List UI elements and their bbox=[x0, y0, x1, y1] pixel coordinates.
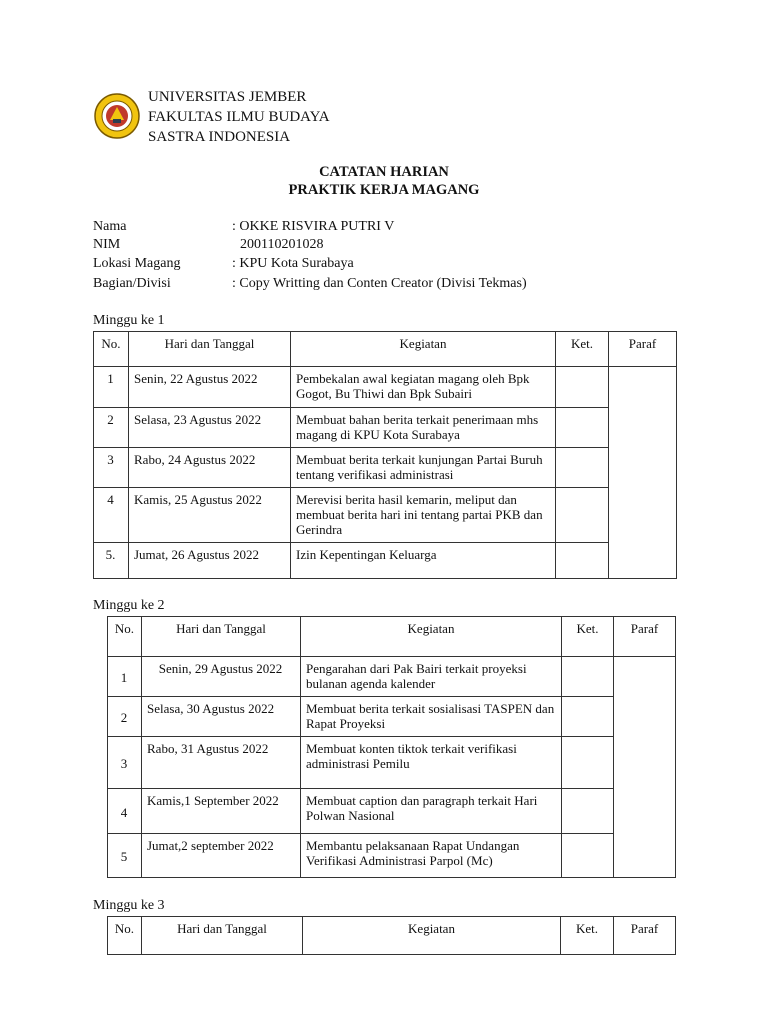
week3-label: Minggu ke 3 bbox=[93, 898, 165, 913]
row-ket bbox=[562, 657, 614, 697]
row-activity: Membuat bahan berita terkait penerimaan mhs magang di KPU Kota Surabaya bbox=[291, 408, 556, 448]
header-date: Hari dan Tanggal bbox=[129, 332, 291, 367]
header-paraf: Paraf bbox=[614, 917, 676, 955]
header-ket: Ket. bbox=[561, 917, 614, 955]
row-activity: Membuat konten tiktok terkait verifikasi administrasi Pemilu bbox=[301, 737, 562, 789]
row-activity: Pembekalan awal kegiatan magang oleh Bpk Gogot, Bu Thiwi dan Bpk Subairi bbox=[291, 367, 556, 408]
nim-label: NIM bbox=[93, 237, 121, 252]
table-row bbox=[108, 789, 676, 834]
row-no: 2 bbox=[108, 697, 142, 737]
row-no: 4 bbox=[108, 789, 142, 834]
department-name: SASTRA INDONESIA bbox=[148, 129, 291, 145]
row-ket bbox=[562, 789, 614, 834]
faculty-name: FAKULTAS ILMU BUDAYA bbox=[148, 109, 330, 125]
row-date: Jumat,2 september 2022 bbox=[142, 834, 301, 878]
week1-table bbox=[93, 331, 677, 579]
row-ket bbox=[556, 488, 609, 543]
paraf-cell bbox=[609, 367, 677, 579]
nim-value: 200110201028 bbox=[240, 237, 324, 252]
doc-title: CATATAN HARIAN bbox=[319, 164, 449, 180]
header-activity: Kegiatan bbox=[303, 917, 561, 955]
row-date: Kamis,1 September 2022 bbox=[142, 789, 301, 834]
row-ket bbox=[562, 737, 614, 789]
doc-subtitle: PRAKTIK KERJA MAGANG bbox=[288, 182, 480, 198]
row-no: 3 bbox=[94, 448, 129, 488]
row-ket bbox=[556, 367, 609, 408]
row-no: 1 bbox=[108, 657, 142, 697]
header-activity: Kegiatan bbox=[291, 332, 556, 367]
university-logo-icon bbox=[93, 92, 141, 140]
week1-label: Minggu ke 1 bbox=[93, 313, 165, 328]
lokasi-value: : KPU Kota Surabaya bbox=[232, 256, 354, 271]
header-paraf: Paraf bbox=[614, 617, 676, 657]
row-activity: Pengarahan dari Pak Bairi terkait proyeksi bulanan agenda kalender bbox=[301, 657, 562, 697]
table-row bbox=[108, 657, 676, 697]
header-no: No. bbox=[108, 617, 142, 657]
row-activity: Membuat berita terkait sosialisasi TASPEN dan Rapat Proyeksi bbox=[301, 697, 562, 737]
row-date: Jumat, 26 Agustus 2022 bbox=[129, 543, 291, 579]
row-date: Rabo, 31 Agustus 2022 bbox=[142, 737, 301, 789]
table-row bbox=[94, 367, 677, 408]
header-no: No. bbox=[94, 332, 129, 367]
table-row bbox=[108, 834, 676, 878]
header-ket: Ket. bbox=[556, 332, 609, 367]
header-no: No. bbox=[108, 917, 142, 955]
row-date: Senin, 29 Agustus 2022 bbox=[142, 657, 301, 697]
bagian-value: : Copy Writting dan Conten Creator (Divisi Tekmas) bbox=[232, 276, 527, 291]
week2-label: Minggu ke 2 bbox=[93, 598, 165, 613]
row-date: Rabo, 24 Agustus 2022 bbox=[129, 448, 291, 488]
row-ket bbox=[556, 543, 609, 579]
row-activity: Membuat berita terkait kunjungan Partai Buruh tentang verifikasi administrasi bbox=[291, 448, 556, 488]
university-name: UNIVERSITAS JEMBER bbox=[148, 89, 307, 105]
paraf-cell bbox=[614, 657, 676, 878]
row-activity: Membuat caption dan paragraph terkait Hari Polwan Nasional bbox=[301, 789, 562, 834]
header-date: Hari dan Tanggal bbox=[142, 917, 303, 955]
row-ket bbox=[556, 448, 609, 488]
table-row bbox=[108, 737, 676, 789]
row-activity: Membantu pelaksanaan Rapat Undangan Verifikasi Administrasi Parpol (Mc) bbox=[301, 834, 562, 878]
row-activity: Izin Kepentingan Keluarga bbox=[291, 543, 556, 579]
table-row bbox=[94, 543, 677, 579]
table-row bbox=[94, 488, 677, 543]
table-row bbox=[94, 408, 677, 448]
nama-value: : OKKE RISVIRA PUTRI V bbox=[232, 219, 395, 234]
row-date: Selasa, 23 Agustus 2022 bbox=[129, 408, 291, 448]
nama-label: Nama bbox=[93, 219, 127, 234]
row-no: 5 bbox=[108, 834, 142, 878]
week2-table bbox=[107, 616, 676, 878]
row-no: 2 bbox=[94, 408, 129, 448]
row-activity: Merevisi berita hasil kemarin, meliput dan membuat berita hari ini tentang partai PKB dan Gerindra bbox=[291, 488, 556, 543]
header-ket: Ket. bbox=[562, 617, 614, 657]
row-ket bbox=[562, 834, 614, 878]
row-no: 5. bbox=[94, 543, 129, 579]
row-date: Senin, 22 Agustus 2022 bbox=[129, 367, 291, 408]
table-row bbox=[108, 697, 676, 737]
table-row bbox=[94, 448, 677, 488]
lokasi-label: Lokasi Magang bbox=[93, 256, 181, 271]
row-no: 3 bbox=[108, 737, 142, 789]
header-date: Hari dan Tanggal bbox=[142, 617, 301, 657]
row-no: 4 bbox=[94, 488, 129, 543]
week3-table bbox=[107, 916, 676, 955]
row-no: 1 bbox=[94, 367, 129, 408]
bagian-label: Bagian/Divisi bbox=[93, 276, 171, 291]
row-date: Kamis, 25 Agustus 2022 bbox=[129, 488, 291, 543]
header-activity: Kegiatan bbox=[301, 617, 562, 657]
row-ket bbox=[556, 408, 609, 448]
row-ket bbox=[562, 697, 614, 737]
row-date: Selasa, 30 Agustus 2022 bbox=[142, 697, 301, 737]
header-paraf: Paraf bbox=[609, 332, 677, 367]
